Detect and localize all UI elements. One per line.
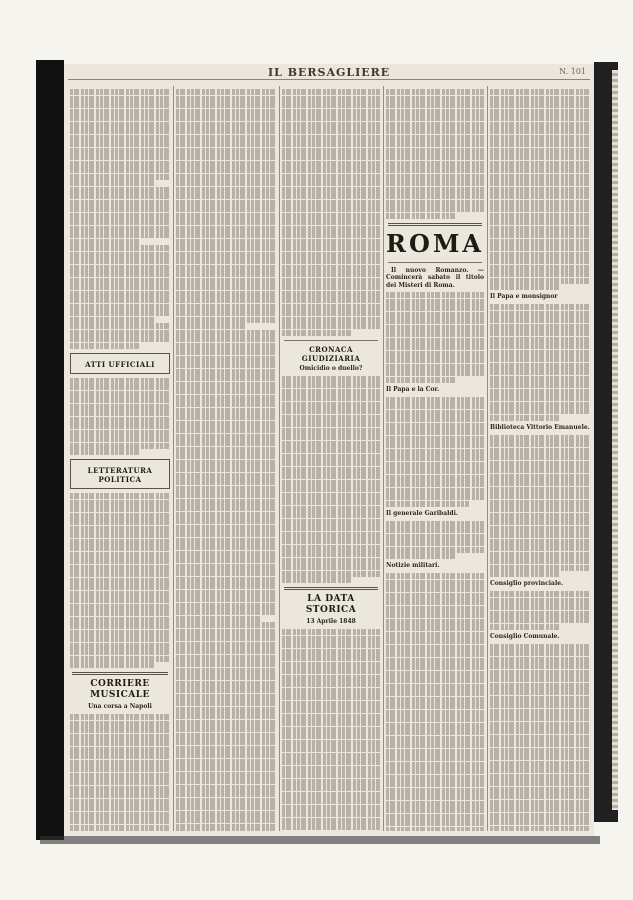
subheading-consiglio-comunale: Consiglio Comunale. — [490, 632, 560, 640]
section-heading-corriere: CORRIERE MUSICALE — [90, 679, 150, 700]
body-text — [282, 629, 380, 831]
column-rule — [279, 86, 280, 831]
section-heading-roma: ROMA — [386, 228, 484, 258]
body-text — [70, 378, 170, 456]
column-rule — [487, 86, 488, 831]
subheading-garibaldi: Il generale Garibaldi. — [386, 509, 458, 517]
column-5 — [490, 86, 590, 831]
body-text — [490, 435, 590, 578]
section-divider — [72, 672, 168, 675]
body-text — [386, 89, 484, 219]
subheading-papa: Il Papa e la Cor. — [386, 385, 440, 393]
section-subheading-corriere: Una corsa a Napoli — [88, 703, 152, 710]
body-text — [386, 573, 484, 831]
subheading-consiglio-provinciale: Consiglio provinciale. — [490, 580, 564, 587]
body-text — [386, 292, 484, 383]
issue-number: N. 101 — [559, 67, 586, 76]
column-3 — [282, 86, 380, 831]
body-text — [176, 89, 276, 831]
subheading-biblioteca: Biblioteca Vittorio Emanuele. — [490, 423, 590, 431]
body-text — [490, 304, 590, 421]
subheading-monsignore: Il Papa e monsignor — [490, 293, 558, 300]
column-rule — [383, 86, 384, 831]
masthead-title: IL BERSAGLIERE — [268, 66, 391, 79]
body-text — [386, 397, 484, 507]
body-text — [490, 89, 590, 290]
column-rule — [173, 86, 174, 831]
body-text — [282, 89, 380, 336]
section-heading-atti: ATTI UFFICIALI — [85, 359, 155, 369]
section-divider — [388, 223, 482, 226]
subheading-militari: Notizie militari. — [386, 562, 440, 569]
section-heading-cronaca: CRONACA GIUDIZIARIA — [301, 344, 361, 363]
masthead — [68, 66, 590, 80]
column-4 — [386, 86, 484, 831]
column-2 — [176, 86, 276, 831]
section-subheading-cronaca: Omicidio o duello? — [299, 364, 363, 372]
section-heading-data-storica: LA DATA STORICA — [305, 594, 357, 615]
section-heading-letteratura: LETTERATURA POLITICA — [87, 466, 153, 484]
body-text — [282, 376, 380, 584]
scan-shadow — [40, 836, 600, 844]
section-divider — [284, 340, 378, 341]
body-text — [70, 89, 170, 349]
page-edge-stack — [612, 70, 618, 810]
body-text — [490, 644, 590, 832]
column-1 — [70, 86, 170, 831]
body-text — [386, 521, 484, 560]
roma-intro: Il nuovo Romanzo. — Comincerà sabato il titolo dei Misteri di Roma. — [386, 266, 484, 289]
section-divider — [388, 262, 482, 263]
scan-frame-left — [36, 60, 64, 840]
section-subheading-date: 13 Aprile 1848 — [306, 618, 356, 625]
section-divider — [284, 587, 378, 590]
body-text — [70, 714, 170, 831]
section-box — [70, 353, 170, 374]
body-text — [70, 493, 170, 668]
section-box — [70, 459, 170, 489]
body-text — [490, 591, 590, 630]
newspaper-page — [64, 64, 594, 836]
